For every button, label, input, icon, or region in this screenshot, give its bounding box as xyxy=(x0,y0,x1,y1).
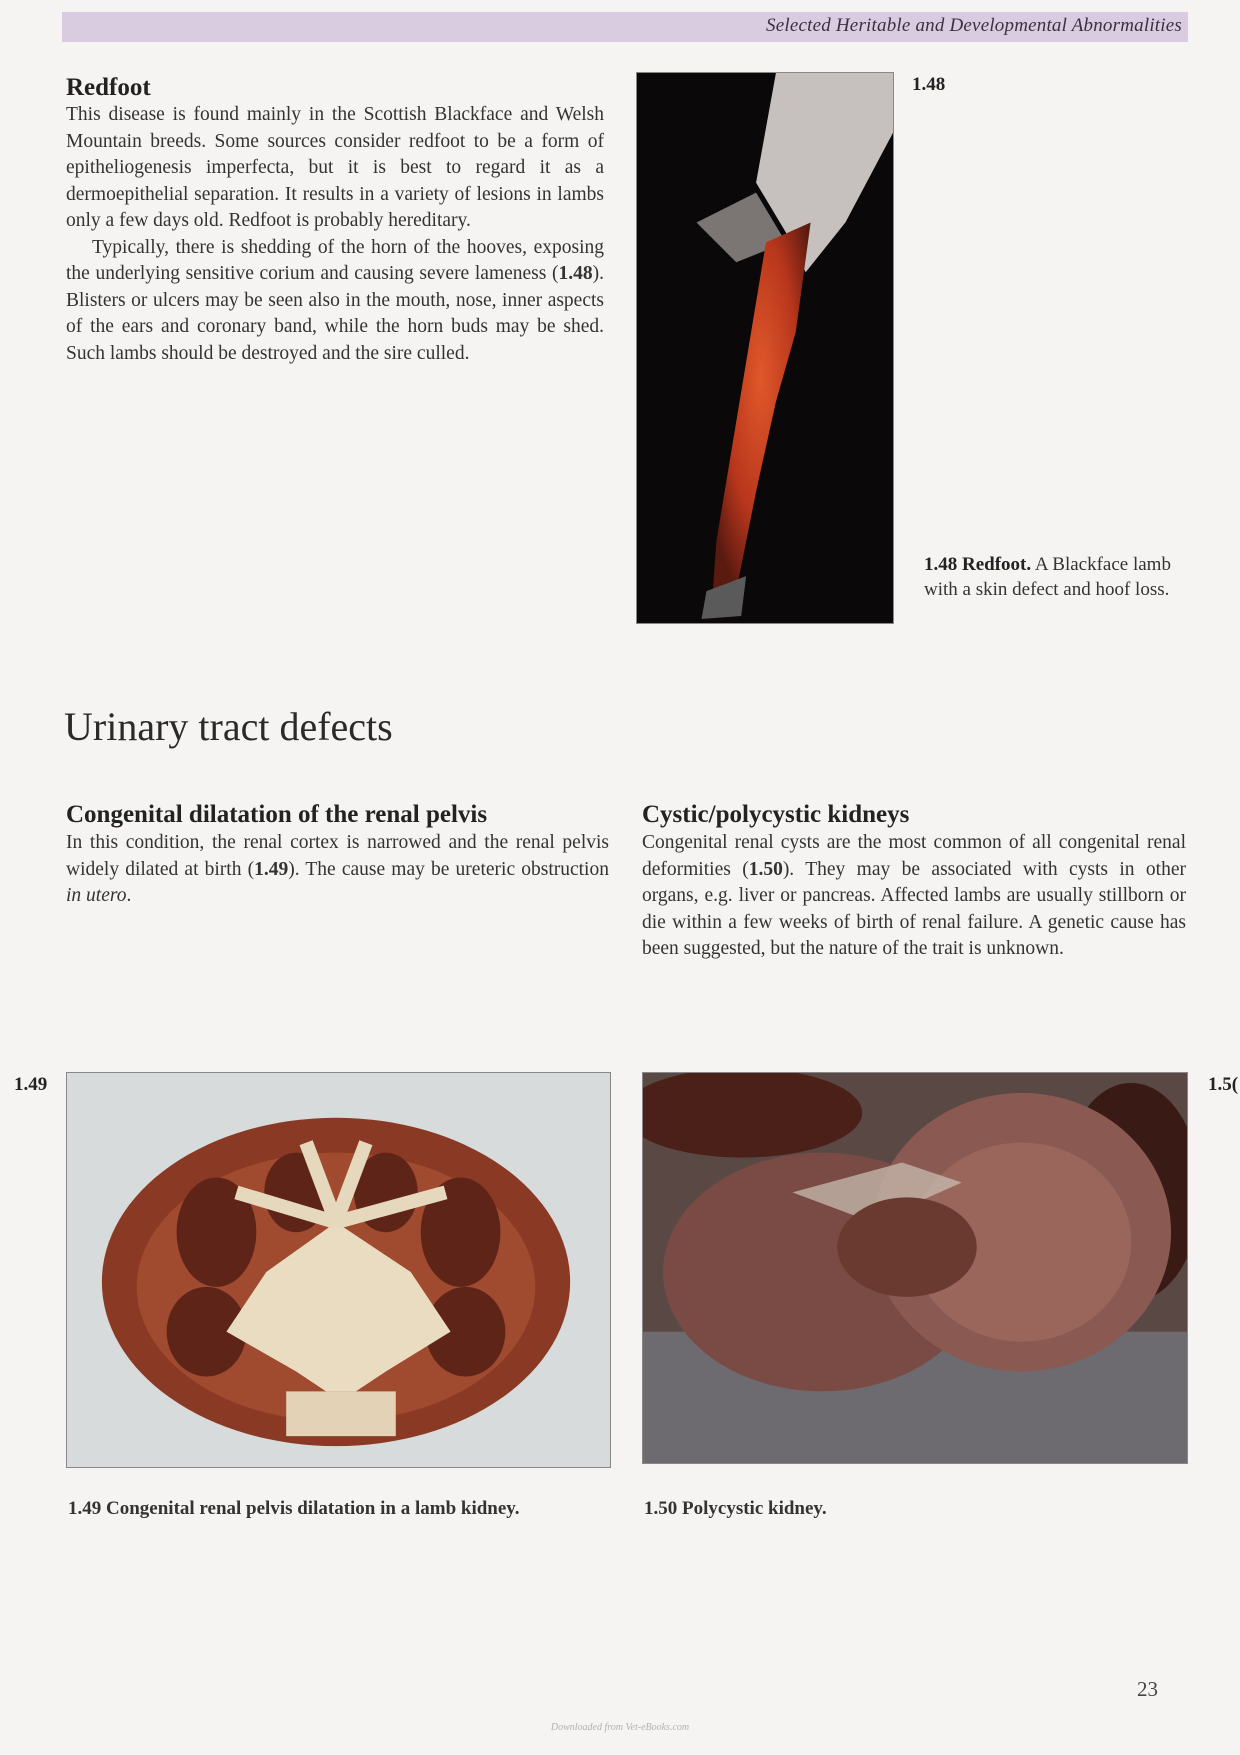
figure-reference: 1.50 xyxy=(748,858,783,880)
figure-number-148: 1.48 xyxy=(912,74,946,95)
redfoot-paragraph-1: This disease is found mainly in the Scottish Blackface and Welsh Mountain breeds. Some sources consider redfoot to be a form of epitheliogenesis imperfecta, but it is best to regard it as a dermoepithelial separation. It results in a variety of lesions in lambs only a few days old. Redfoot is probably hereditary. xyxy=(66,104,604,231)
figure-number-150: 1.5( xyxy=(1208,1074,1239,1095)
figure-caption-149: 1.49 Congenital renal pelvis dilatation in a lamb kidney. xyxy=(68,1498,520,1519)
redfoot-paragraph-2: Typically, there is shedding of the horn of the hooves, exposing the underlying sensitive corium and causing severe lameness (1.48). Blisters or ulcers may be seen also in the mouth, nose, inner aspects of the ears and coronary band, while the horn buds may be shed. Such lambs should be destroyed and the sire culled. xyxy=(66,236,604,364)
redfoot-heading: Redfoot xyxy=(66,74,151,101)
kidney-section-photo xyxy=(66,1072,611,1468)
cystic-heading: Cystic/polycystic kidneys xyxy=(642,801,910,828)
figure-caption-148: 1.48 Redfoot. A Blackface lamb with a skin defect and hoof loss. xyxy=(924,554,1171,600)
cystic-body: Congenital renal cysts are the most common of all congenital renal deformities (1.50). They may be associated with cysts in other organs, e.g. liver or pancreas. Affected lambs are usually stillborn or die within a few weeks of birth of renal failure. A genetic cause has been suggested, but the nature of the trait is unknown. xyxy=(642,832,1186,959)
page-number: 23 xyxy=(1137,1677,1158,1701)
redfoot-photo xyxy=(636,72,894,624)
redfoot-body xyxy=(66,102,604,367)
dilatation-heading: Congenital dilatation of the renal pelvis xyxy=(66,801,488,828)
section-title: Urinary tract defects xyxy=(64,704,393,749)
figure-caption-150: 1.50 Polycystic kidney. xyxy=(644,1498,827,1519)
figure-reference: 1.48 xyxy=(558,263,593,284)
running-head: Selected Heritable and Developmental Abnormalities xyxy=(766,15,1182,36)
download-watermark: Downloaded from Vet-eBooks.com xyxy=(550,1722,690,1733)
dilatation-body: In this condition, the renal cortex is narrowed and the renal pelvis widely dilated at birth (1.49). The cause may be ureteric obstruction in utero. xyxy=(66,832,609,906)
figure-number-149: 1.49 xyxy=(14,1074,48,1095)
figure-reference: 1.49 xyxy=(254,858,289,880)
polycystic-kidney-photo xyxy=(642,1072,1188,1464)
